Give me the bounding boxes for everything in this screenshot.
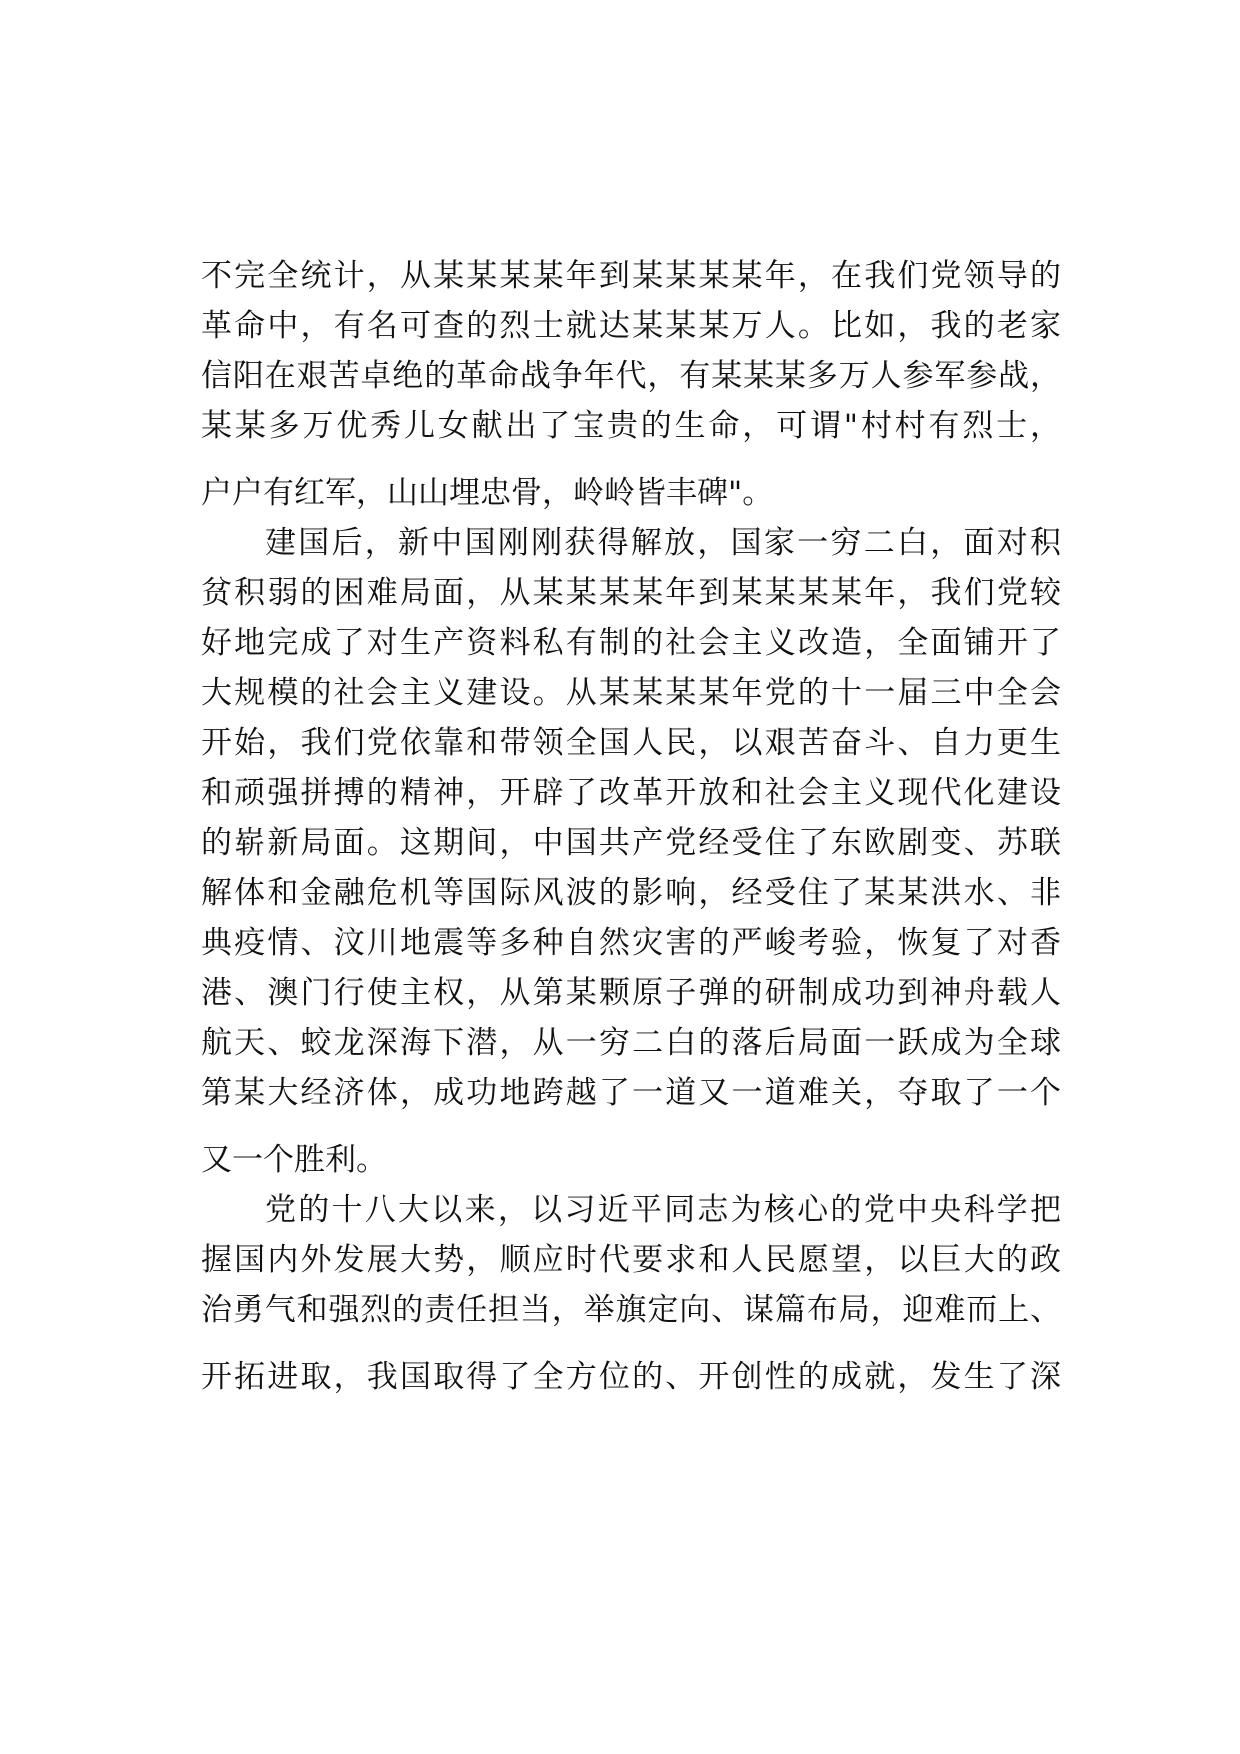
text-line: 不完全统计，从某某某某年到某某某某年，在我们党领导的	[201, 258, 1061, 294]
text-line: 户户有红军，山山埋忠骨，岭岭皆丰碑"。	[201, 475, 774, 511]
text-line: 解体和金融危机等国际风波的影响，经受住了某某洪水、非	[201, 875, 1061, 911]
text-line: 又一个胜利。	[201, 1142, 387, 1178]
paragraph-2	[201, 518, 1061, 1185]
text-line: 航天、蛟龙深海下潜，从一穷二白的落后局面一跃成为全球	[201, 1025, 1061, 1061]
text-line: 典疫情、汶川地震等多种自然灾害的严峻考验，恢复了对香	[201, 925, 1061, 961]
text-line: 某某多万优秀儿女献出了宝贵的生命，可谓"村村有烈士，	[201, 408, 1061, 444]
text-line: 好地完成了对生产资料私有制的社会主义改造，全面铺开了	[201, 625, 1061, 661]
text-line: 第某大经济体，成功地跨越了一道又一道难关，夺取了一个	[201, 1075, 1061, 1111]
text-line: 革命中，有名可查的烈士就达某某某万人。比如，我的老家	[201, 308, 1061, 344]
text-line: 开拓进取，我国取得了全方位的、开创性的成就，发生了深	[201, 1359, 1061, 1395]
paragraph-1	[201, 251, 1061, 518]
text-line: 握国内外发展大势，顺应时代要求和人民愿望，以巨大的政	[201, 1242, 1061, 1278]
text-line: 治勇气和强烈的责任担当，举旗定向、谋篇布局，迎难而上、	[201, 1292, 1061, 1328]
text-line: 开始，我们党依靠和带领全国人民，以艰苦奋斗、自力更生	[201, 725, 1061, 761]
text-line: 大规模的社会主义建设。从某某某某年党的十一届三中全会	[201, 675, 1061, 711]
text-line: 党的十八大以来，以习近平同志为核心的党中央科学把	[265, 1192, 1061, 1228]
text-line: 贫积弱的困难局面，从某某某某年到某某某某年，我们党较	[201, 575, 1061, 611]
paragraph-3	[201, 1185, 1061, 1402]
text-line: 建国后，新中国刚刚获得解放，国家一穷二白，面对积	[265, 525, 1061, 561]
text-line: 和顽强拼搏的精神，开辟了改革开放和社会主义现代化建设	[201, 775, 1061, 811]
text-line: 信阳在艰苦卓绝的革命战争年代，有某某某多万人参军参战，	[201, 358, 1061, 394]
document-body	[201, 251, 1061, 1402]
text-line: 的崭新局面。这期间，中国共产党经受住了东欧剧变、苏联	[201, 825, 1061, 861]
text-line: 港、澳门行使主权，从第某颗原子弹的研制成功到神舟载人	[201, 975, 1061, 1011]
